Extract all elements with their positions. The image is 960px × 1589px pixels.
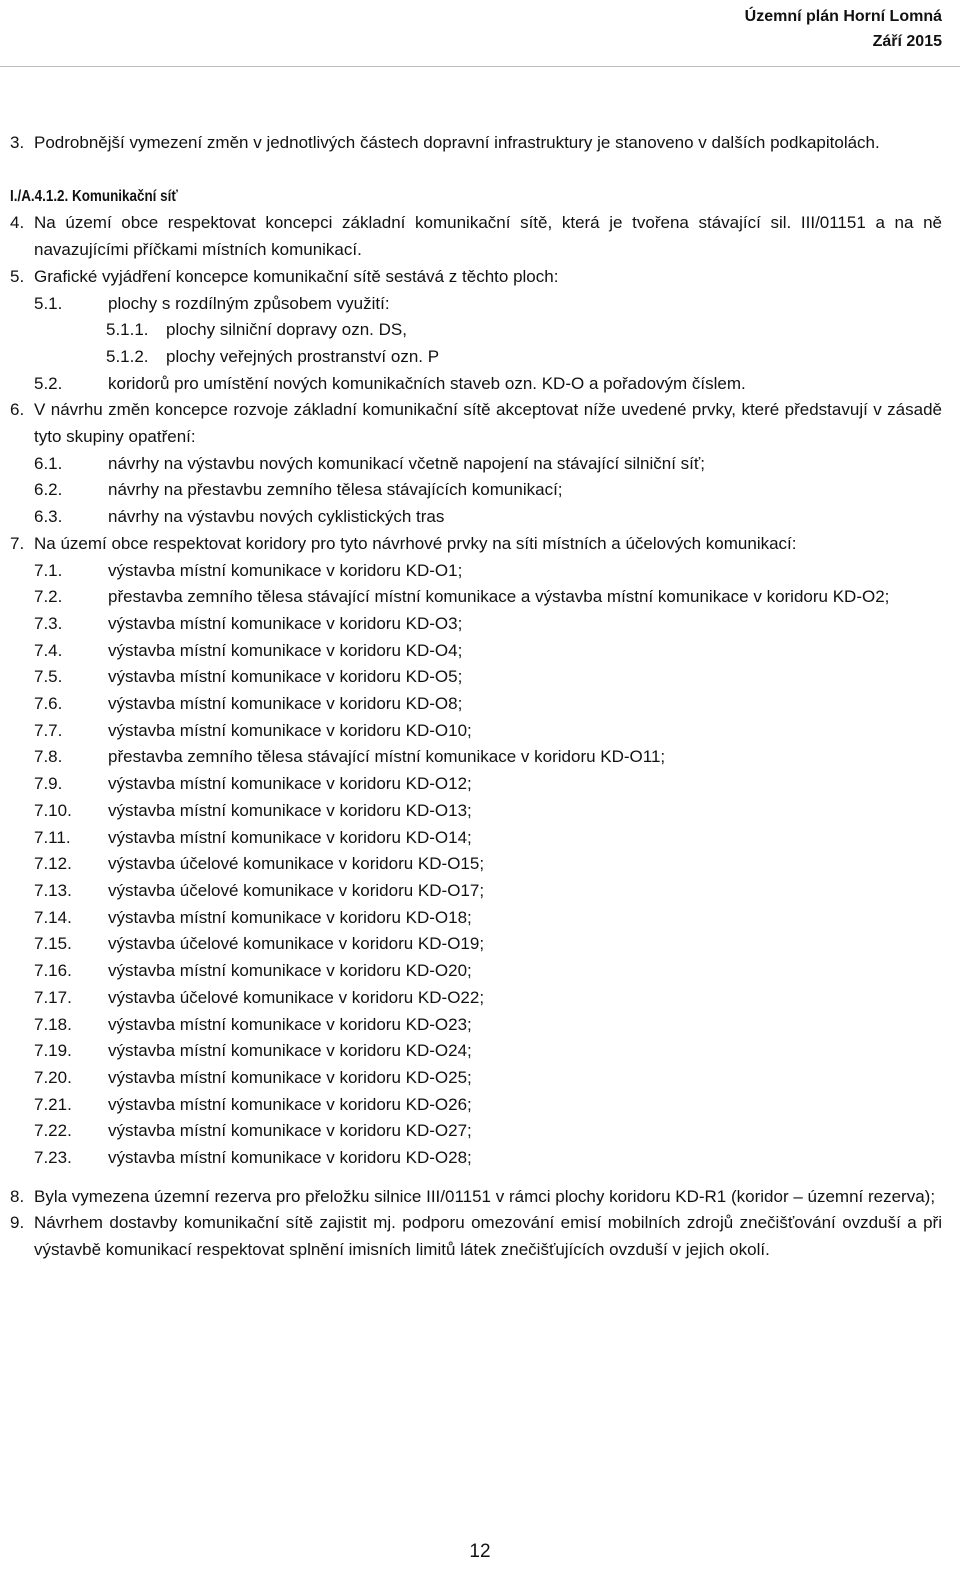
item-number: 7.19.: [34, 1041, 72, 1061]
item-5-1-2: [10, 344, 942, 371]
item-text: výstavba místní komunikace v koridoru KD-O5;: [108, 667, 463, 687]
item-text: výstavba místní komunikace v koridoru KD-O25;: [108, 1067, 472, 1087]
item-5-1-1: [10, 317, 942, 344]
paragraph-text: Návrhem dostavby komunikační sítě zajistit mj. podporu omezování emisí mobilních zdrojů znečišťování ovzduší a při výstavbě komunikací respektovat splnění imisních limitů látek znečišťujících ovzduší v jejich okolí.: [34, 1213, 942, 1260]
list-item: [10, 584, 942, 611]
spacer: [10, 157, 942, 183]
item-number: 7.22.: [34, 1121, 72, 1141]
item-number: 7.7.: [34, 720, 63, 740]
item-text: přestavba zemního tělesa stávající místní komunikace a výstavba místní komunikace v koridoru KD-O2;: [108, 587, 890, 607]
item-number: 5.1.: [34, 293, 63, 313]
item-text: výstavba místní komunikace v koridoru KD-O4;: [108, 640, 463, 660]
paragraph-8: [10, 1184, 942, 1211]
list-item: [10, 1118, 942, 1145]
item-text: plochy veřejných prostranství ozn. P: [166, 346, 440, 366]
paragraph-number: 8.: [10, 1186, 25, 1206]
item-number: 7.5.: [34, 667, 63, 687]
item-number: 7.12.: [34, 854, 72, 874]
item-text: výstavba účelové komunikace v koridoru KD-O22;: [108, 987, 485, 1007]
page-number: 12: [469, 1541, 491, 1562]
spacer: [10, 1172, 942, 1184]
item-number: 7.23.: [34, 1148, 72, 1168]
item-text: výstavba místní komunikace v koridoru KD-O12;: [108, 774, 472, 794]
paragraph-text: Na území obce respektovat koncepci základní komunikační sítě, která je tvořena stávající sil. III/01151 a na ně navazujícími příčkami místních komunikací.: [34, 213, 942, 260]
list-item: [10, 558, 942, 585]
paragraph-number: 9.: [10, 1213, 25, 1233]
item-number: 5.1.2.: [106, 346, 149, 366]
list-item: [10, 504, 942, 531]
paragraph-6: [10, 397, 942, 450]
list-item: [10, 771, 942, 798]
paragraph-text: Podrobnější vymezení změn v jednotlivých částech dopravní infrastruktury je stanoveno v dalších podkapitolách.: [34, 133, 880, 152]
item-text: výstavba účelové komunikace v koridoru KD-O15;: [108, 854, 485, 874]
list-7: [10, 558, 942, 1172]
section-heading: [10, 183, 942, 211]
paragraph-number: 7.: [10, 533, 25, 553]
item-text: plochy silniční dopravy ozn. DS,: [166, 320, 407, 340]
list-item: [10, 1065, 942, 1092]
item-number: 7.8.: [34, 747, 63, 767]
section-heading-text: I./A.4.1.2. Komunikační síť: [10, 187, 178, 205]
list-item: [10, 878, 942, 905]
item-text: výstavba místní komunikace v koridoru KD-O26;: [108, 1094, 472, 1114]
item-text: výstavba místní komunikace v koridoru KD-O1;: [108, 560, 463, 580]
item-number: 6.3.: [34, 507, 63, 527]
header-divider: [0, 66, 960, 67]
item-number: 7.1.: [34, 560, 63, 580]
item-number: 7.6.: [34, 694, 63, 714]
item-5-1: [10, 291, 942, 318]
item-text: výstavba místní komunikace v koridoru KD-O28;: [108, 1148, 472, 1168]
item-number: 7.18.: [34, 1014, 72, 1034]
item-text: výstavba místní komunikace v koridoru KD-O8;: [108, 694, 463, 714]
header-title: Územní plán Horní Lomná: [744, 8, 942, 25]
list-item: [10, 1038, 942, 1065]
paragraph-number: 6.: [10, 400, 25, 420]
paragraph-text: Byla vymezena územní rezerva pro přeložku silnice III/01151 v rámci plochy koridoru KD-R1 (koridor – územní rezerva);: [34, 1186, 936, 1206]
document-body: [10, 130, 942, 1264]
paragraph-text: Na území obce respektovat koridory pro tyto návrhové prvky na síti místních a účelových komunikací:: [34, 533, 797, 553]
paragraph-9: [10, 1210, 942, 1263]
list-item: [10, 931, 942, 958]
item-text: výstavba místní komunikace v koridoru KD-O24;: [108, 1041, 472, 1061]
item-number: 5.1.1.: [106, 320, 149, 340]
item-number: 5.2.: [34, 373, 63, 393]
list-item: [10, 1012, 942, 1039]
item-text: výstavba místní komunikace v koridoru KD-O3;: [108, 613, 463, 633]
item-number: 7.4.: [34, 640, 63, 660]
item-number: 7.17.: [34, 987, 72, 1007]
list-item: [10, 477, 942, 504]
list-item: [10, 718, 942, 745]
item-number: 7.21.: [34, 1094, 72, 1114]
item-number: 7.13.: [34, 880, 72, 900]
item-text: návrhy na přestavbu zemního tělesa stávajících komunikací;: [108, 480, 563, 500]
list-item: [10, 451, 942, 478]
paragraph-3: [10, 130, 942, 157]
item-text: výstavba místní komunikace v koridoru KD-O18;: [108, 907, 472, 927]
paragraph-number: 5.: [10, 266, 25, 286]
paragraph-7: [10, 531, 942, 558]
item-text: výstavba místní komunikace v koridoru KD-O23;: [108, 1014, 472, 1034]
item-text: koridorů pro umístění nových komunikačních staveb ozn. KD-O a pořadovým číslem.: [108, 373, 746, 393]
item-number: 7.15.: [34, 934, 72, 954]
item-5-2: [10, 371, 942, 398]
item-number: 7.3.: [34, 613, 63, 633]
paragraph-5: [10, 264, 942, 291]
item-number: 7.16.: [34, 961, 72, 981]
item-text: výstavba místní komunikace v koridoru KD-O27;: [108, 1121, 472, 1141]
list-item: [10, 611, 942, 638]
item-text: přestavba zemního tělesa stávající místní komunikace v koridoru KD-O11;: [108, 747, 666, 767]
item-number: 7.10.: [34, 800, 72, 820]
list-item: [10, 664, 942, 691]
paragraph-number: 3.: [10, 133, 25, 152]
item-number: 7.2.: [34, 587, 63, 607]
item-text: výstavba místní komunikace v koridoru KD-O13;: [108, 800, 472, 820]
list-item: [10, 1145, 942, 1172]
list-item: [10, 638, 942, 665]
item-number: 7.14.: [34, 907, 72, 927]
item-text: výstavba účelové komunikace v koridoru KD-O17;: [108, 880, 485, 900]
item-text: návrhy na výstavbu nových cyklistických tras: [108, 507, 445, 527]
item-text: plochy s rozdílným způsobem využití:: [108, 293, 390, 313]
list-item: [10, 958, 942, 985]
list-item: [10, 744, 942, 771]
list-item: [10, 905, 942, 932]
item-number: 7.11.: [34, 827, 71, 847]
item-number: 6.1.: [34, 453, 63, 473]
item-text: výstavba místní komunikace v koridoru KD-O10;: [108, 720, 472, 740]
paragraph-text: V návrhu změn koncepce rozvoje základní komunikační sítě akceptovat níže uvedené prvky, které představují v zásadě tyto skupiny opatření:: [34, 400, 942, 447]
item-text: návrhy na výstavbu nových komunikací včetně napojení na stávající silniční síť;: [108, 453, 705, 473]
item-number: 6.2.: [34, 480, 63, 500]
item-number: 7.9.: [34, 774, 63, 794]
list-item: [10, 825, 942, 852]
header-date: Září 2015: [872, 33, 942, 50]
list-item: [10, 691, 942, 718]
page-header: [745, 4, 942, 54]
list-item: [10, 851, 942, 878]
item-number: 7.20.: [34, 1067, 72, 1087]
paragraph-text: Grafické vyjádření koncepce komunikační sítě sestává z těchto ploch:: [34, 266, 559, 286]
list-item: [10, 985, 942, 1012]
list-item: [10, 798, 942, 825]
item-text: výstavba účelové komunikace v koridoru KD-O19;: [108, 934, 485, 954]
item-text: výstavba místní komunikace v koridoru KD-O20;: [108, 961, 472, 981]
paragraph-number: 4.: [10, 213, 25, 233]
paragraph-4: [10, 210, 942, 263]
list-6: [10, 451, 942, 531]
list-item: [10, 1092, 942, 1119]
item-text: výstavba místní komunikace v koridoru KD-O14;: [108, 827, 472, 847]
